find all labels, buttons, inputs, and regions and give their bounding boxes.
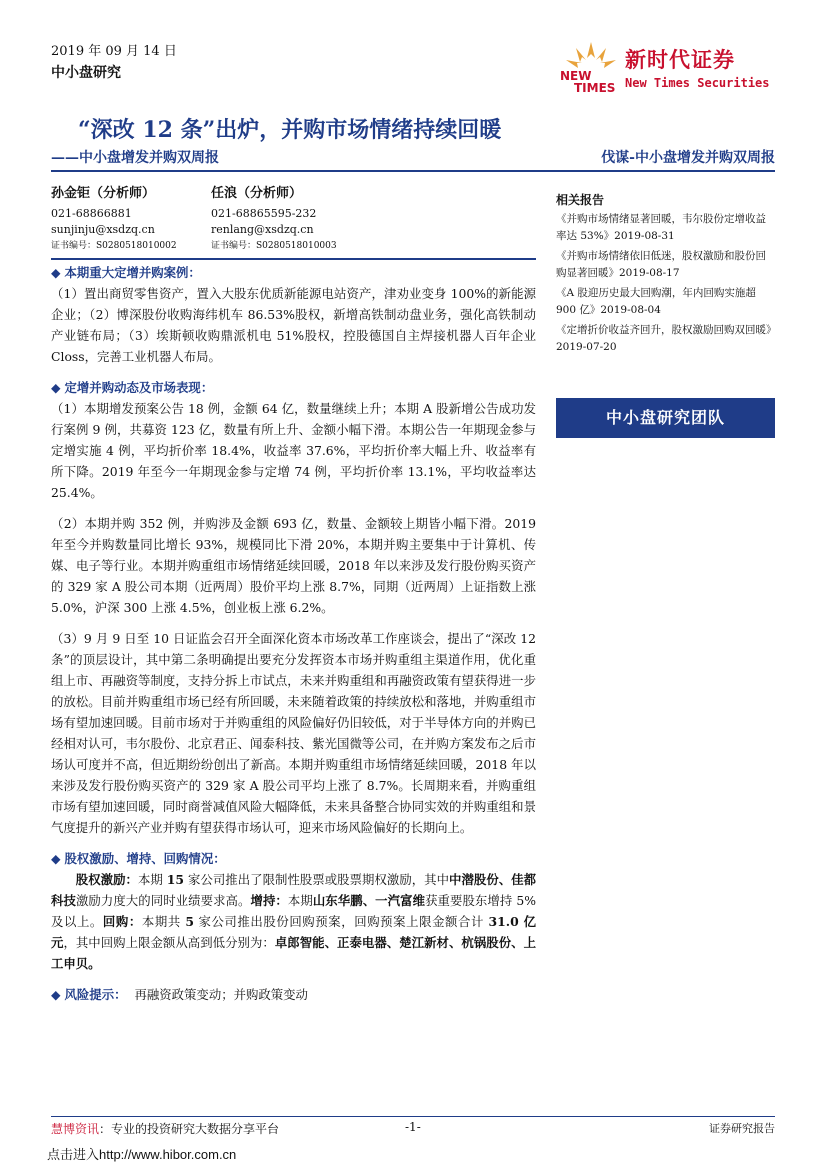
footer-doc-type: 证券研究报告 <box>709 1122 775 1135</box>
related-report-link[interactable]: 《A 股迎历史最大回购潮，年内回购实施超 900 亿》2019-08-04 <box>556 287 756 316</box>
paragraph: 股权激励：本期 15 家公司推出了限制性股票或股票期权激励，其中中潜股份、佳都科技激励力度大的同时业绩要求高。增持：本期山东华鹏、一汽富维获重要股东增持 5%及以上。回购：本期共 5 家公司推出股份回购预案，回购预案上限金额合计 31.0 亿元，其中回购上限金额从高到低分别为：卓郎智能、正泰电器、楚江新材、杭锅股份、上工申贝。 <box>51 872 537 971</box>
research-team-banner: 中小盘研究团队 <box>556 398 775 438</box>
bullet-icon: ◆ <box>51 265 61 280</box>
analyst-name: 孙金钜（分析师） <box>51 186 156 201</box>
source-link[interactable]: 点击进入http://www.hibor.com.cn <box>47 1147 237 1162</box>
analyst-cert: 证书编号：S0280518010002 <box>51 241 177 251</box>
paragraph: （1）本期增发预案公告 18 例，金额 64 亿，数量继续上升；本期 A 股新增公告成功发行案例 9 例，共募资 123 亿，数量有所上升、金额小幅下滑。本期公告一年期现金参与定增实施 4 例，平均折价率 18.4%，收益率 37.6%，平均折价率大幅上升、收益率有所下降。2019 年至今一年期现金参与定增 74 例，平均折价率 13.1%，平均收益率达 25.4%。 <box>51 401 536 500</box>
related-report-link[interactable]: 《并购市场情绪依旧低迷，股权激励和股份回购显著回暖》2019-08-17 <box>556 250 766 279</box>
page-number: -1- <box>405 1120 421 1134</box>
risk-warning: ◆ 风险提示： 再融资政策变动；并购政策变动 <box>51 987 308 1002</box>
analyst-divider <box>51 258 536 260</box>
analyst-name: 任浪（分析师） <box>211 186 303 201</box>
paragraph: （3）9 月 9 日至 10 日证监会召开全面深化资本市场改革工作座谈会，提出了“深改 12 条”的顶层设计，其中第二条明确提出要充分发挥资本市场并购重组主渠道作用，优化重组上市、再融资等制度，支持分拆上市试点，未来并购重组和再融资政策有望获得进一步的放松。目前并购重组市场已经有所回暖，未来随着政策的持续放松和落地，并购重组市场有望加速回暖。目前市场对于并购重组的风险偏好仍旧较低，对于半导体方向的并购已经相对认可，韦尔股份、北京君正、闻泰科技、紫光国微等公司，在并购方案发布之后市场认可度并不高，但近期纷纷创出了新高。本期并购重组市场情绪延续回暖，2018 年以来涉及发行股份购买资产的 329 家 A 股公司平均上涨了 8.7%。长周期来看，并购重组市场有望加速回暖，同时商誉减值风险大幅降低，未来具备整合协同实效的并购重组和景气度提升的新兴产业并购有望获得市场认可，迎来市场风险偏好的长期向上。 <box>51 631 536 835</box>
report-series: 中小盘研究 <box>51 65 121 81</box>
related-report-link[interactable]: 《并购市场情绪显著回暖，韦尔股份定增收益率达 53%》2019-08-31 <box>556 213 766 242</box>
title-divider <box>51 170 775 172</box>
brand-name-en: New Times Securities <box>625 76 770 90</box>
analyst-card <box>211 186 337 254</box>
report-date: 2019 年 09 月 14 日 <box>51 44 177 59</box>
footer-divider <box>51 1116 775 1117</box>
bullet-icon: ◆ <box>51 851 61 866</box>
analyst-card <box>51 186 177 254</box>
paragraph: （1）置出商贸零售资产，置入大股东优质新能源电站资产，津劝业变身 100%的新能源企业；（2）博深股份收购海纬机车 86.53%股权，新增高铁制动盘业务，强化高铁制动产业链布局；（3）埃斯顿收购鼎派机电 51%股权，控股德国自主焊接机器人百年企业 Closs，完善工业机器人布局。 <box>51 286 536 364</box>
analyst-email[interactable]: renlang@xsdzq.cn <box>211 223 314 236</box>
logo-text-bottom: TIMES <box>574 81 616 94</box>
section-heading: ◆ 股权激励、增持、回购情况： <box>51 851 226 866</box>
analyst-cert: 证书编号：S0280518010003 <box>211 241 337 251</box>
analyst-phone: 021-68866881 <box>51 207 132 220</box>
report-summary <box>51 262 536 1005</box>
section-heading: ◆ 定增并购动态及市场表现： <box>51 380 214 395</box>
analyst-phone: 021-68865595-232 <box>211 207 317 220</box>
report-title: “深改 12 条”出炉，并购市场情绪持续回暖 <box>78 117 502 143</box>
section-heading: ◆ 本期重大定增并购案例： <box>51 265 201 280</box>
brand-name-cn: 新时代证券 <box>625 47 735 72</box>
related-reports <box>556 192 775 359</box>
footer-source[interactable]: 慧博资讯：专业的投资研究大数据分享平台 <box>51 1122 280 1136</box>
bullet-icon: ◆ <box>51 380 61 395</box>
related-reports-heading: 相关报告 <box>556 193 605 207</box>
analyst-email[interactable]: sunjinju@xsdzq.cn <box>51 223 155 236</box>
paragraph: （2）本期并购 352 例，并购涉及金额 693 亿，数量、金额较上期皆小幅下滑。2019 年至今并购数量同比增长 93%，规模同比下滑 20%，本期并购主要集中于计算机、传媒、电子等行业。本期并购重组市场情绪延续回暖，2018 年以来涉及发行股份购买资产的 329 家 A 股公司本期（近两周）股价平均上涨 8.7%，同期（近两周）上证指数上涨 5.0%，沪深 300 上涨 4.5%，创业板上涨 6.2%。 <box>51 516 536 615</box>
report-column-name: 伐谋-中小盘增发并购双周报 <box>601 150 775 166</box>
bullet-icon: ◆ <box>51 987 61 1002</box>
related-report-link[interactable]: 《定增折价收益齐回升，股权激励回购双回暖》2019-07-20 <box>556 324 772 353</box>
report-subtitle: ——中小盘增发并购双周报 <box>51 150 219 166</box>
logo-text-top: NEW <box>560 69 592 83</box>
